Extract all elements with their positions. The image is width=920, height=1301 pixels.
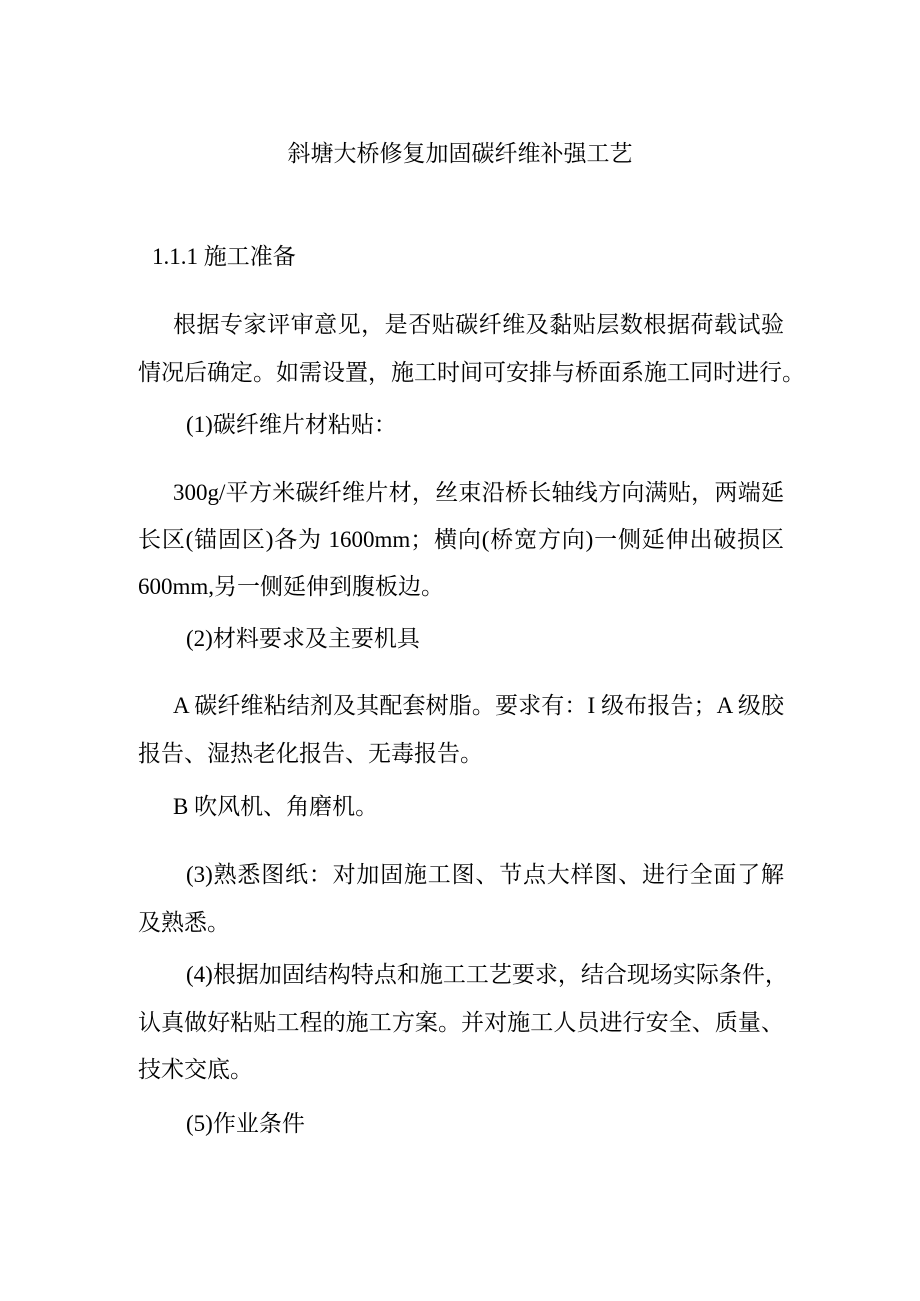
paragraph-line: (4)根据加固结构特点和施工工艺要求，结合现场实际条件， (186, 962, 788, 987)
section-heading: 1.1.1 施工准备 (152, 244, 296, 269)
paragraph-line: B 吹风机、角磨机。 (173, 794, 379, 819)
item-heading: (1)碳纤维片材粘贴： (186, 412, 397, 437)
paragraph-line: 技术交底。 (138, 1057, 253, 1082)
paragraph-line: 认真做好粘贴工程的施工方案。并对施工人员进行安全、质量、 (138, 1010, 784, 1035)
paragraph-line: 报告、湿热老化报告、无毒报告。 (138, 741, 483, 766)
paragraph-line: A 碳纤维粘结剂及其配套树脂。要求有：I 级布报告；A 级胶 (173, 693, 784, 718)
paragraph-line: 及熟悉。 (138, 910, 230, 935)
paragraph-line: 300g/平方米碳纤维片材，丝束沿桥长轴线方向满贴，两端延 (173, 480, 784, 505)
paragraph-line: 600mm,另一侧延伸到腹板边。 (138, 574, 445, 599)
document-title: 斜塘大桥修复加固碳纤维补强工艺 (287, 141, 633, 166)
paragraph-line: (3)熟悉图纸：对加固施工图、节点大样图、进行全面了解 (186, 862, 784, 887)
paragraph-line: 长区(锚固区)各为 1600mm；横向(桥宽方向)一侧延伸出破损区 (138, 527, 784, 552)
paragraph-line: 情况后确定。如需设置，施工时间可安排与桥面系施工同时进行。 (138, 360, 805, 385)
paragraph-line: 根据专家评审意见，是否贴碳纤维及黏贴层数根据荷载试验 (173, 312, 784, 337)
item-heading: (2)材料要求及主要机具 (186, 626, 420, 651)
item-heading: (5)作业条件 (186, 1111, 305, 1136)
